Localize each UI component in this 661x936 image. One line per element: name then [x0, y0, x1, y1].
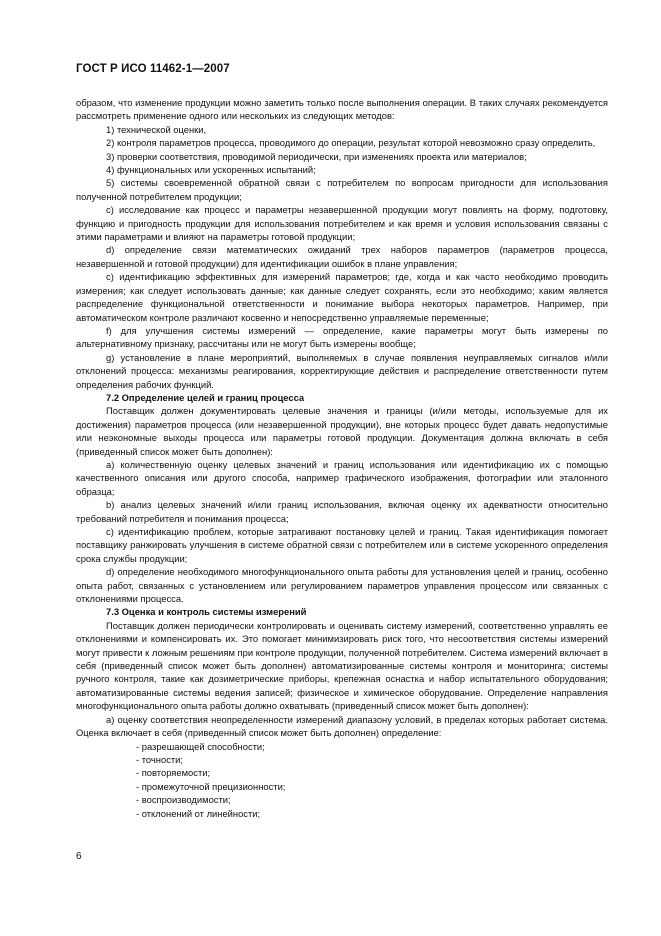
list-item: a) количественную оценку целевых значений и границ использования или идентификацию их с помощью качественного описания или другого способа, например графического изображения, фотографии или эталонного образца; [76, 458, 608, 497]
list-item: d) определение связи математических ожиданий трех наборов параметров (параметров процесса, незавершенной и готовой продукции) для идентификации ошибок в плане управления; [76, 244, 608, 269]
dash-item: - повторяемости; [136, 767, 211, 779]
list-item: 2) контроля параметров процесса, проводимого до операции, результат которой невозможно сразу определить, [106, 137, 596, 149]
list-item: a) оценку соответствия неопределенности измерений диапазону условий, в пределах которых работает система. Оценка включает в себя (приведенный список может быть дополнен) определение: [76, 713, 608, 739]
document-body [76, 96, 608, 820]
list-item: f) для улучшения системы измерений — определение, какие параметры могут быть измерены по альтернативному признаку, рассчитаны или не могут быть измерены вообще; [76, 324, 608, 350]
list-item: g) установление в плане мероприятий, выполняемых в случае появления неуправляемых сигналов и/или отклонений процесса: механизмы реагирования, корректирующие действия и распределение ответственности путем определения рабочих функций. [76, 351, 608, 390]
list-item: 4) функциональных или ускоренных испытаний; [106, 164, 316, 176]
list-item: c) идентификацию проблем, которые затрагивают постановку целей и границ. Такая идентификация помогает поставщику ранжировать улучшения в системе обратной связи с потребителем или в системе ускоренного определения срока службы продукции; [76, 526, 608, 564]
list-item: c) исследование как процесс и параметры незавершенной продукции могут повлиять на форму, подготовку, функцию и пригодность продукции для использования потребителем и как время и условия использования связаны с этими параметрами и влияют на параметры готовой продукции; [76, 204, 608, 243]
section-heading-7-3: 7.3 Оценка и контроль системы измерений [106, 606, 307, 618]
list-item: 5) системы своевременной обратной связи с потребителем по вопросам пригодности для использования полученной потребителем продукции; [76, 177, 608, 202]
paragraph: Поставщик должен периодически контролировать и оценивать систему измерений, соответственно управлять ее отклонениями и компенсировать их. Это помогает минимизировать риск того, что несоответствия системы измерений могут привести к ложным решениям при контроле продукции, полученной потребителем. Система измерений включает в себя (приведенный список может быть дополнен) автоматизированные системы контроля и мониторинга; системы ручного контроля, такие как дозиметрические приборы, крепежная оснастка и набор испытательного оборудования; автоматизированные системы ведения записей; физическое и химическое оборудование. Определение направления многофункционального опыта работы должно охватывать (приведенный список может быть дополнен): [76, 619, 608, 712]
paragraph: образом, что изменение продукции можно заметить только после выполнения операции. В таких случаях рекомендуется рассмотреть применение одного или нескольких из следующих методов: [76, 97, 608, 122]
dash-item: - разрешающей способности; [136, 740, 265, 752]
dash-item: - воспроизводимости; [136, 794, 231, 806]
dash-item: - промежуточной прецизионности; [136, 780, 286, 792]
list-item: d) определение необходимого многофункционального опыта работы для установления целей и границ, особенно опыта работ, связанных с установлением или регулированием параметров управления процессом или связанных с отклонениями процесса. [76, 566, 608, 605]
page-number: 6 [76, 851, 82, 862]
list-item: 3) проверки соответствия, проводимой периодически, при изменениях проекта или материалов; [106, 150, 527, 162]
document-header: ГОСТ Р ИСО 11462-1—2007 [76, 63, 230, 75]
list-item: 1) технической оценки, [106, 123, 207, 135]
dash-item: - отклонений от линейности; [136, 807, 261, 819]
paragraph: Поставщик должен документировать целевые значения и границы (и/или методы, используемые для их достижения) параметров процесса (или незавершенной продукции), вне которых процесс будет давать недопустимые или неэкономные выходы процесса или параметры готовой продукции. Документация должна включать в себя (приведенный список может быть дополнен): [76, 405, 608, 457]
list-item: b) анализ целевых значений и/или границ использования, включая оценку их адекватности относительно требований потребителя и понимания процесса; [76, 499, 608, 524]
dash-item: - точности; [136, 753, 184, 765]
section-heading-7-2: 7.2 Определение целей и границ процесса [106, 391, 305, 403]
list-item: c) идентификацию эффективных для измерений параметров; где, когда и как часто необходимо проводить измерения; как следует использовать данные; как данные следует сохранять, если это необходимо; каким является распределение функциональной ответственности и понимание выбора некоторых параметров. Например, при автоматическом контроле различают косвенно и непосредственно управляемые переменные; [76, 271, 608, 323]
